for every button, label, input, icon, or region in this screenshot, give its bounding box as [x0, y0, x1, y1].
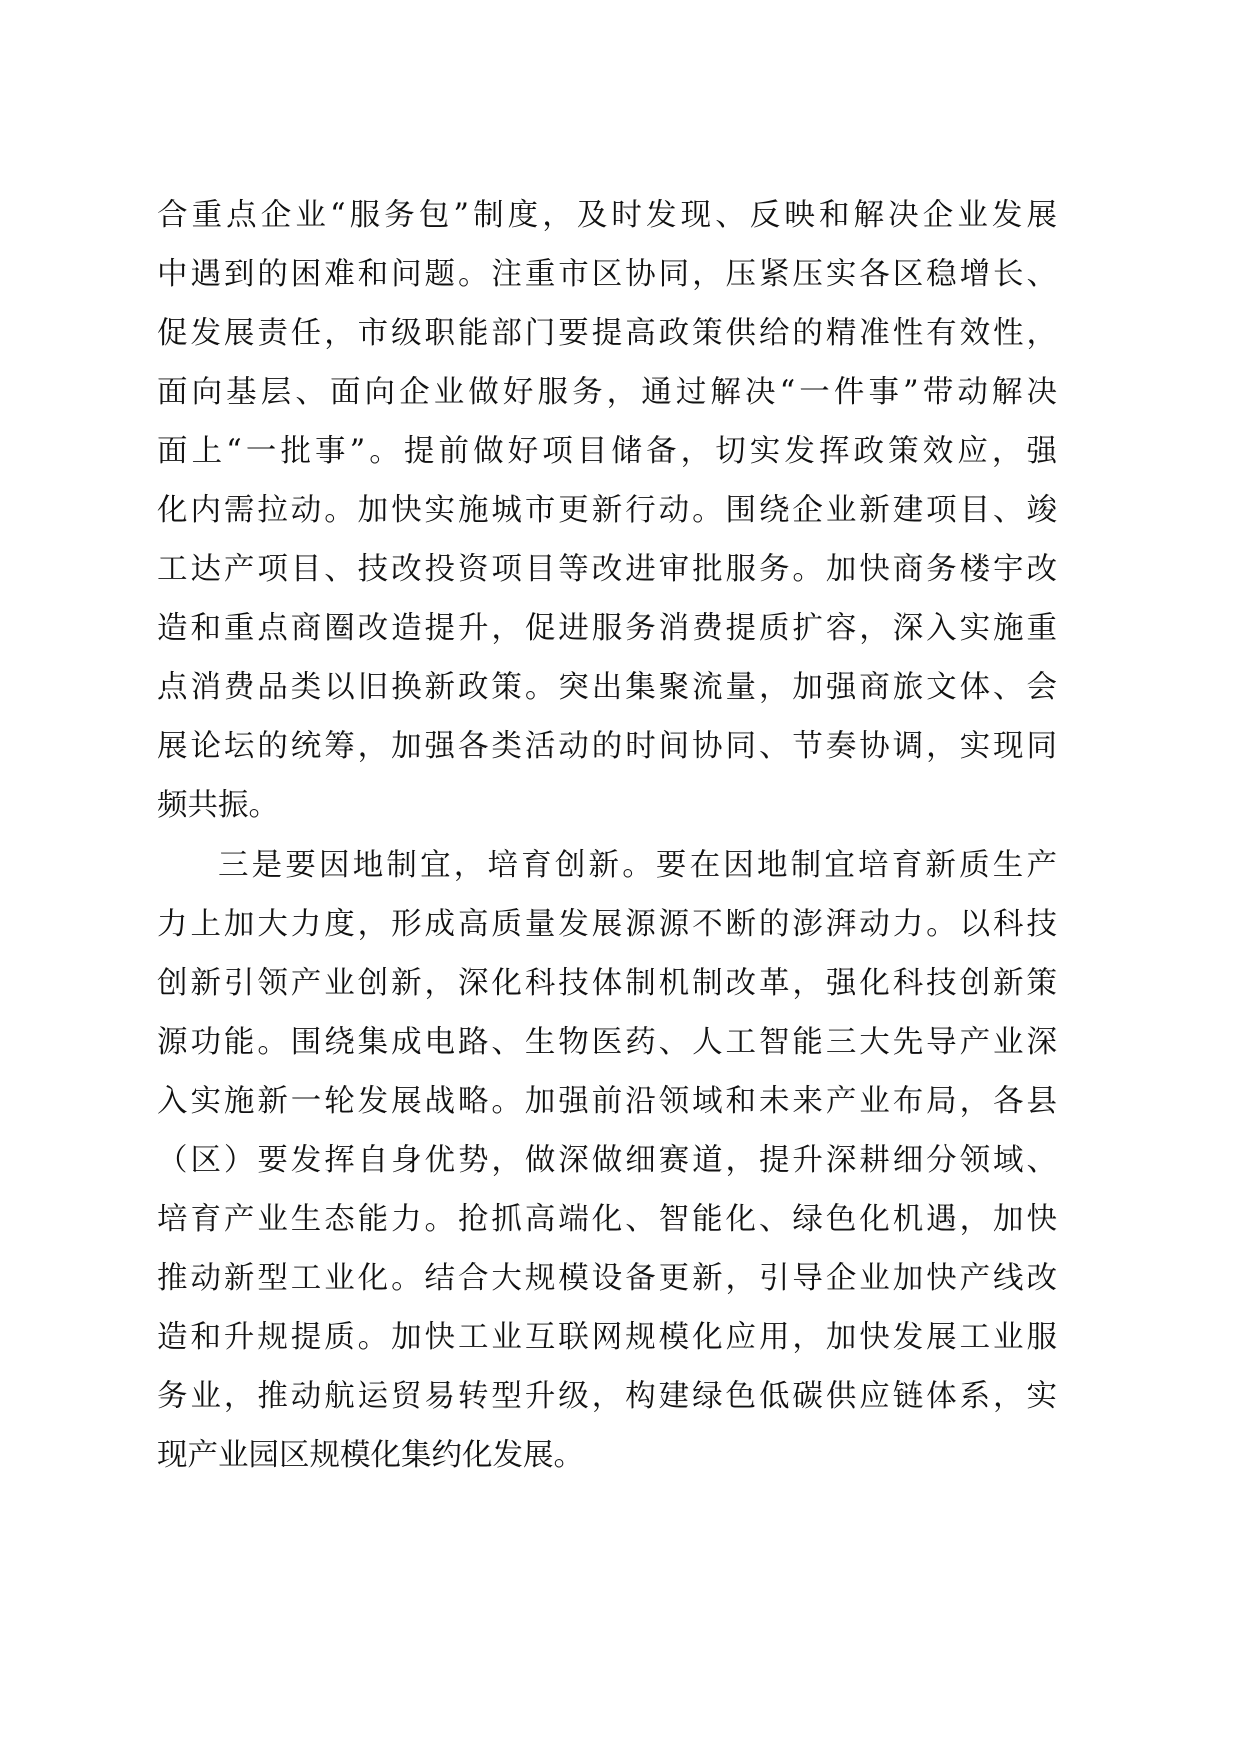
- paragraph-line: 点消费品类以旧换新政策。突出集聚流量，加强商旅文体、会: [157, 670, 1057, 705]
- paragraph-line: 造和重点商圈改造提升，促进服务消费提质扩容，深入实施重: [157, 611, 1057, 646]
- paragraph-line: 三是要因地制宜，培育创新。要在因地制宜培育新质生产: [218, 848, 1057, 883]
- paragraph-line: 推动新型工业化。结合大规模设备更新，引导企业加快产线改: [157, 1261, 1057, 1296]
- paragraph-line: 培育产业生态能力。抢抓高端化、智能化、绿色化机遇，加快: [157, 1202, 1057, 1237]
- paragraph-line: 力上加大力度，形成高质量发展源源不断的澎湃动力。以科技: [157, 907, 1057, 942]
- paragraph-line: 面上“一批事”。提前做好项目储备，切实发挥政策效应，强: [157, 434, 1057, 469]
- paragraph-line: 造和升规提质。加快工业互联网规模化应用，加快发展工业服: [157, 1320, 1057, 1355]
- paragraph-line: 频共振。: [157, 788, 279, 823]
- paragraph-line: 化内需拉动。加快实施城市更新行动。围绕企业新建项目、竣: [157, 493, 1057, 528]
- paragraph-line: 展论坛的统筹，加强各类活动的时间协同、节奏协调，实现同: [157, 729, 1057, 764]
- paragraph-line: 源功能。围绕集成电路、生物医药、人工智能三大先导产业深: [157, 1025, 1057, 1060]
- paragraph-line: 入实施新一轮发展战略。加强前沿领域和未来产业布局，各县: [157, 1084, 1057, 1119]
- paragraph-line: 现产业园区规模化集约化发展。: [157, 1438, 584, 1473]
- paragraph-2: [157, 836, 1057, 1485]
- paragraph-line: 促发展责任，市级职能部门要提高政策供给的精准性有效性，: [157, 316, 1057, 351]
- paragraph-line: 创新引领产业创新，深化科技体制机制改革，强化科技创新策: [157, 966, 1057, 1001]
- paragraph-line: 面向基层、面向企业做好服务，通过解决“一件事”带动解决: [157, 375, 1057, 410]
- paragraph-1: [157, 186, 1057, 835]
- paragraph-line: 合重点企业“服务包”制度，及时发现、反映和解决企业发展: [157, 198, 1057, 233]
- paragraph-line: 中遇到的困难和问题。注重市区协同，压紧压实各区稳增长、: [157, 257, 1057, 292]
- paragraph-line: 务业，推动航运贸易转型升级，构建绿色低碳供应链体系，实: [157, 1379, 1057, 1414]
- paragraph-line: 工达产项目、技改投资项目等改进审批服务。加快商务楼宇改: [157, 552, 1057, 587]
- paragraph-line: （区）要发挥自身优势，做深做细赛道，提升深耕细分领域、: [157, 1143, 1057, 1178]
